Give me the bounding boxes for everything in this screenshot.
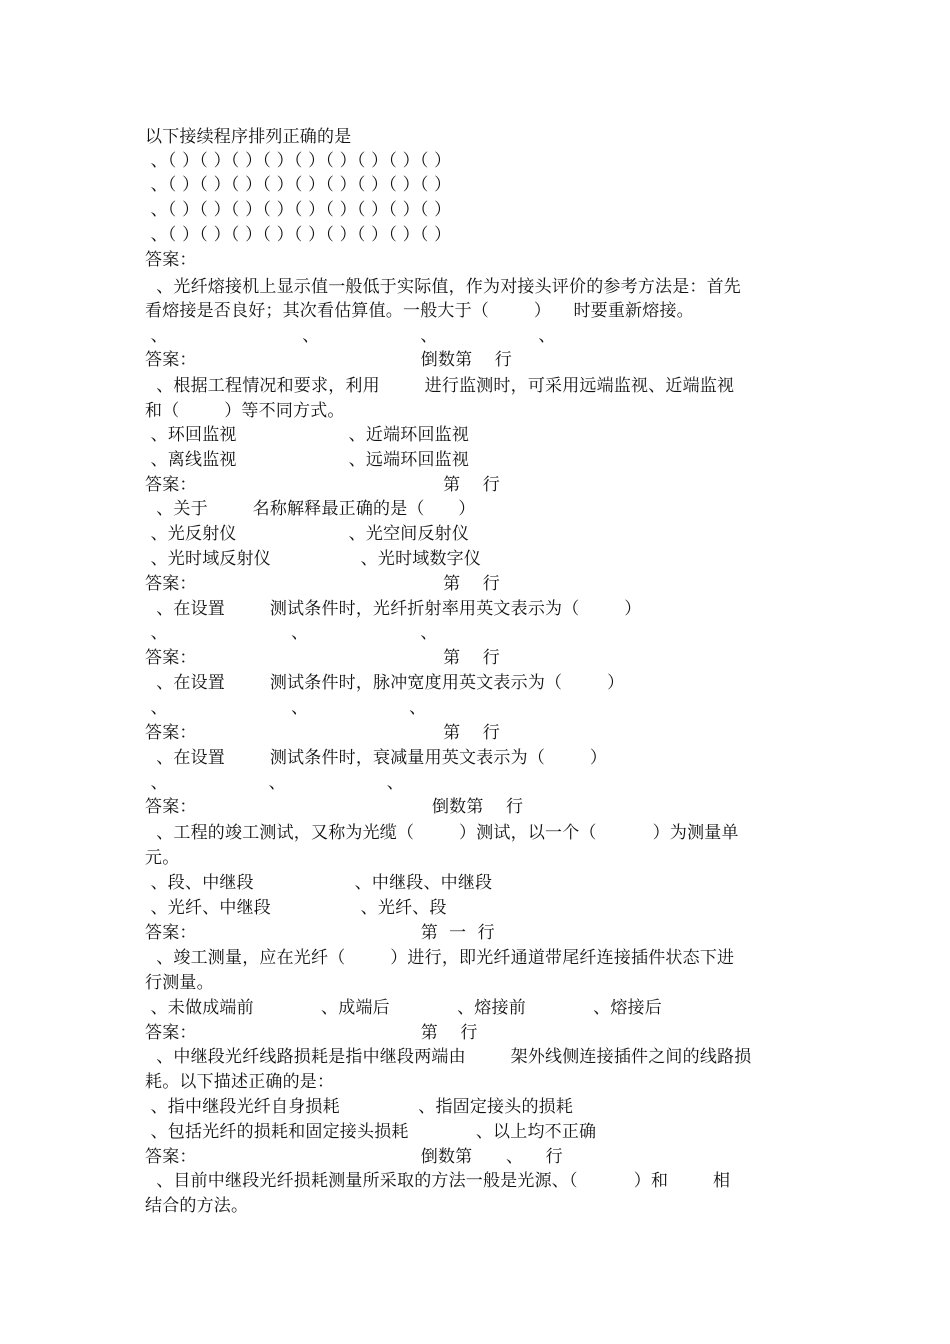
text-line: 、 、 、 <box>145 623 438 643</box>
text-line: 、包括光纤的损耗和固定接头损耗 、以上均不正确 <box>145 1122 597 1142</box>
text-line: 、在设置 测试条件时，脉冲宽度用英文表示为（ ） <box>145 673 625 693</box>
text-line: 行测量。 <box>145 973 214 993</box>
text-line: 以下接续程序排列正确的是 <box>145 127 352 147</box>
text-line: 、光纤熔接机上显示值一般低于实际值，作为对接头评价的参考方法是：首先 <box>145 277 742 297</box>
text-line: 、环回监视 、近端环回监视 <box>145 425 470 445</box>
text-line: 、目前中继段光纤损耗测量所采取的方法一般是光源、（ ）和 相 <box>145 1171 731 1191</box>
text-line: 答案： <box>145 250 197 270</box>
text-line: 元。 <box>145 848 180 868</box>
text-line: 、离线监视 、远端环回监视 <box>145 450 470 470</box>
text-line: 、根据工程情况和要求，利用 进行监测时，可采用远端监视、近端监视 <box>145 376 735 396</box>
text-line: 、（ ）（ ）（ ）（ ）（ ）（ ）（ ）（ ）（ ） <box>145 175 452 195</box>
text-line: 、（ ）（ ）（ ）（ ）（ ）（ ）（ ）（ ）（ ） <box>145 200 452 220</box>
text-line: 、在设置 测试条件时，衰减量用英文表示为（ ） <box>145 748 608 768</box>
text-line: 结合的方法。 <box>145 1196 249 1216</box>
text-line: 、段、中继段 、中继段、中继段 <box>145 873 493 893</box>
text-line: 答案： 第 行 <box>145 1023 478 1043</box>
text-line: 答案： 倒数第 、 行 <box>145 1147 563 1167</box>
text-line: 、（ ）（ ）（ ）（ ）（ ）（ ）（ ）（ ）（ ） <box>145 151 452 171</box>
text-line: 、工程的竣工测试，又称为光缆（ ）测试，以一个（ ）为测量单 <box>145 823 739 843</box>
text-line: 答案： 第 行 <box>145 723 500 743</box>
text-line: 答案： 倒数第 行 <box>145 350 512 370</box>
text-line: 、光纤、中继段 、光纤、段 <box>145 898 447 918</box>
text-line: 和（ ）等不同方式。 <box>145 401 345 421</box>
text-line: 、中继段光纤线路损耗是指中继段两端由 架外线侧连接插件之间的线路损 <box>145 1047 752 1067</box>
text-line: 、（ ）（ ）（ ）（ ）（ ）（ ）（ ）（ ）（ ） <box>145 225 452 245</box>
text-line: 、光反射仪 、光空间反射仪 <box>145 524 470 544</box>
text-line: 、未做成端前 、成端后 、熔接前 、熔接后 <box>145 998 662 1018</box>
text-line: 答案： 第 行 <box>145 574 500 594</box>
text-line: 、指中继段光纤自身损耗 、指固定接头的损耗 <box>145 1097 574 1117</box>
text-line: 耗。以下描述正确的是： <box>145 1072 335 1092</box>
text-line: 、 、 、 <box>145 698 427 718</box>
text-line: 、光时域反射仪 、光时域数字仪 <box>145 549 482 569</box>
text-line: 、 、 、 <box>145 773 404 793</box>
text-line: 答案： 第 行 <box>145 475 500 495</box>
text-line: 答案： 第 一 行 <box>145 923 495 943</box>
text-line: 、关于 名称解释最正确的是（ ） <box>145 499 476 519</box>
text-line: 、 、 、 、 <box>145 326 556 346</box>
text-line: 答案： 第 行 <box>145 648 500 668</box>
text-line: 、竣工测量，应在光纤（ ）进行，即光纤通道带尾纤连接插件状态下进 <box>145 948 735 968</box>
text-line: 答案： 倒数第 行 <box>145 797 524 817</box>
text-line: 、在设置 测试条件时，光纤折射率用英文表示为（ ） <box>145 599 642 619</box>
text-line: 看熔接是否良好；其次看估算值。一般大于（ ） 时要重新熔接。 <box>145 301 694 321</box>
